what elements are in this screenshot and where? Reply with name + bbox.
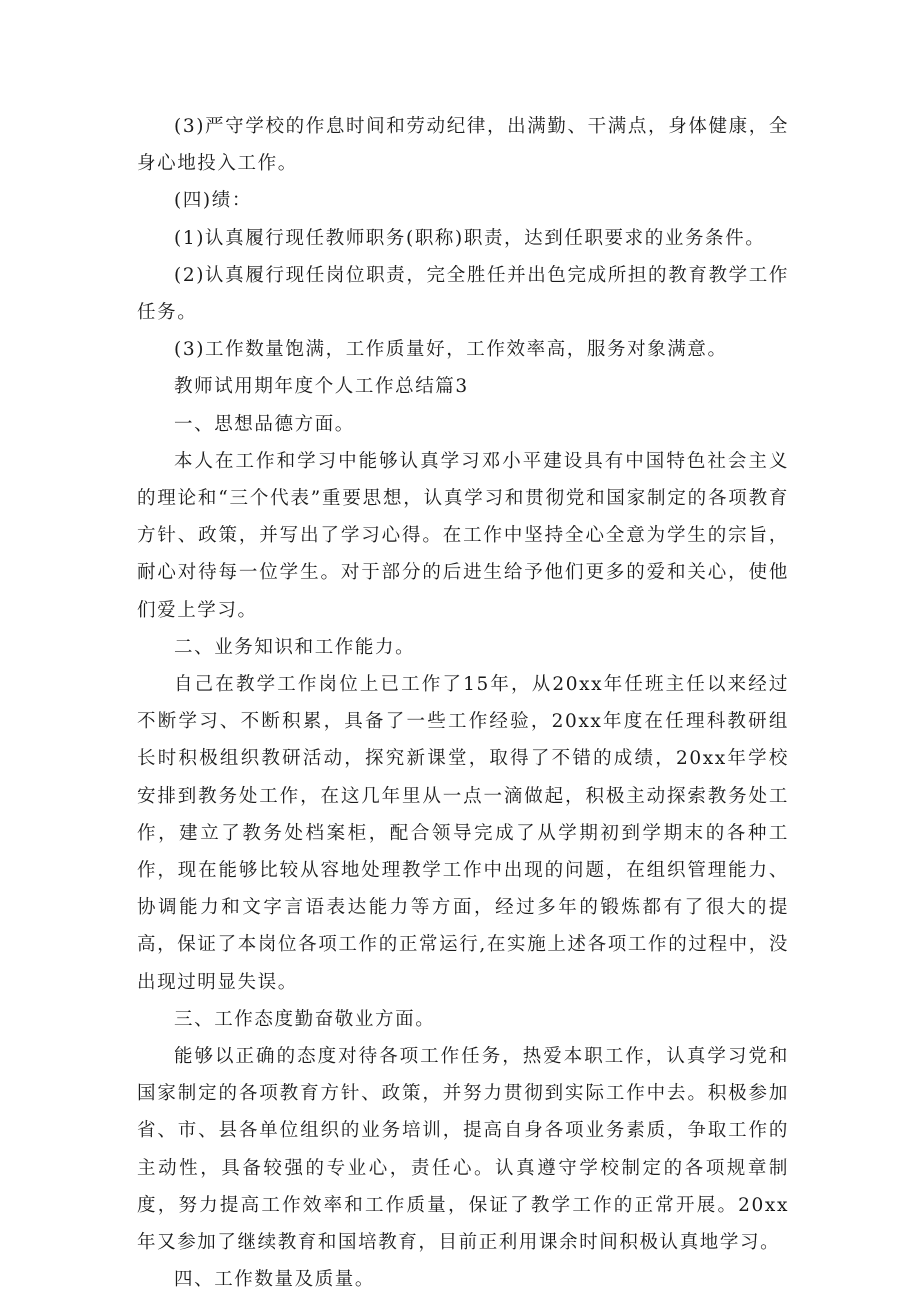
heading-ability: 二、业务知识和工作能力。 [174,636,416,658]
paragraph-attitude: 能够以正确的态度对待各项工作任务，热爱本职工作，认真学习党和国家制定的各项教育方针、政策，并努力贯彻到实际工作中去。积极参加省、市、县各单位组织的业务培训，提高自身各项业务素质，争取工作的主动性，具备较强的专业心，责任心。认真遵守学校制定的各项规章制度，努力提高工作效率和工作质量，保证了教学工作的正常开展。20xx年又参加了继续教育和国培教育，目前正利用课余时间积极认真地学习。 [137,1046,789,1254]
heading-ideology: 一、思想品德方面。 [174,413,355,435]
heading-performance: (四)绩： [174,190,252,212]
paragraph-duty-title: (1)认真履行现任教师职务(职称)职责，达到任职要求的业务条件。 [174,227,766,249]
heading-quantity: 四、工作数量及质量。 [174,1269,376,1291]
paragraph-duty-post: (2)认真履行现任岗位职责，完全胜任并出色完成所担的教育教学工作任务。 [137,264,789,324]
heading-attitude: 三、工作态度勤奋敬业方面。 [174,1008,436,1030]
section-title: 教师试用期年度个人工作总结篇3 [174,376,469,398]
paragraph-ability: 自己在教学工作岗位上已工作了15年，从20xx年任班主任以来经过不断学习、不断积累，具备了一些工作经验，20xx年度在任理科教研组长时积极组织教研活动，探究新课堂，取得了不错的成绩，20xx年学校安排到教务处工作，在这几年里从一点一滴做起，积极主动探索教务处工作，建立了教务处档案柜，配合领导完成了从学期初到学期末的各种工作，现在能够比较从容地处理教学工作中出现的问题，在组织管理能力、协调能力和文字言语表达能力等方面，经过多年的锻炼都有了很大的提高，保证了本岗位各项工作的正常运行,在实施上述各项工作的过程中，没出现过明显失误。 [137,674,789,993]
paragraph-workload: (3)工作数量饱满，工作质量好，工作效率高，服务对象满意。 [174,339,728,361]
paragraph-attendance: (3)严守学校的作息时间和劳动纪律，出满勤、干满点，身体健康，全身心地投入工作。 [137,116,789,175]
paragraph-ideology: 本人在工作和学习中能够认真学习邓小平建设具有中国特色社会主义的理论和“三个代表”重要思想，认真学习和贯彻党和国家制定的各项教育方针、政策，并写出了学习心得。在工作中坚持全心全意为学生的宗旨，耐心对待每一位学生。对于部分的后进生给予他们更多的爱和关心，使他们爱上学习。 [137,450,789,621]
document-body [137,108,789,1299]
